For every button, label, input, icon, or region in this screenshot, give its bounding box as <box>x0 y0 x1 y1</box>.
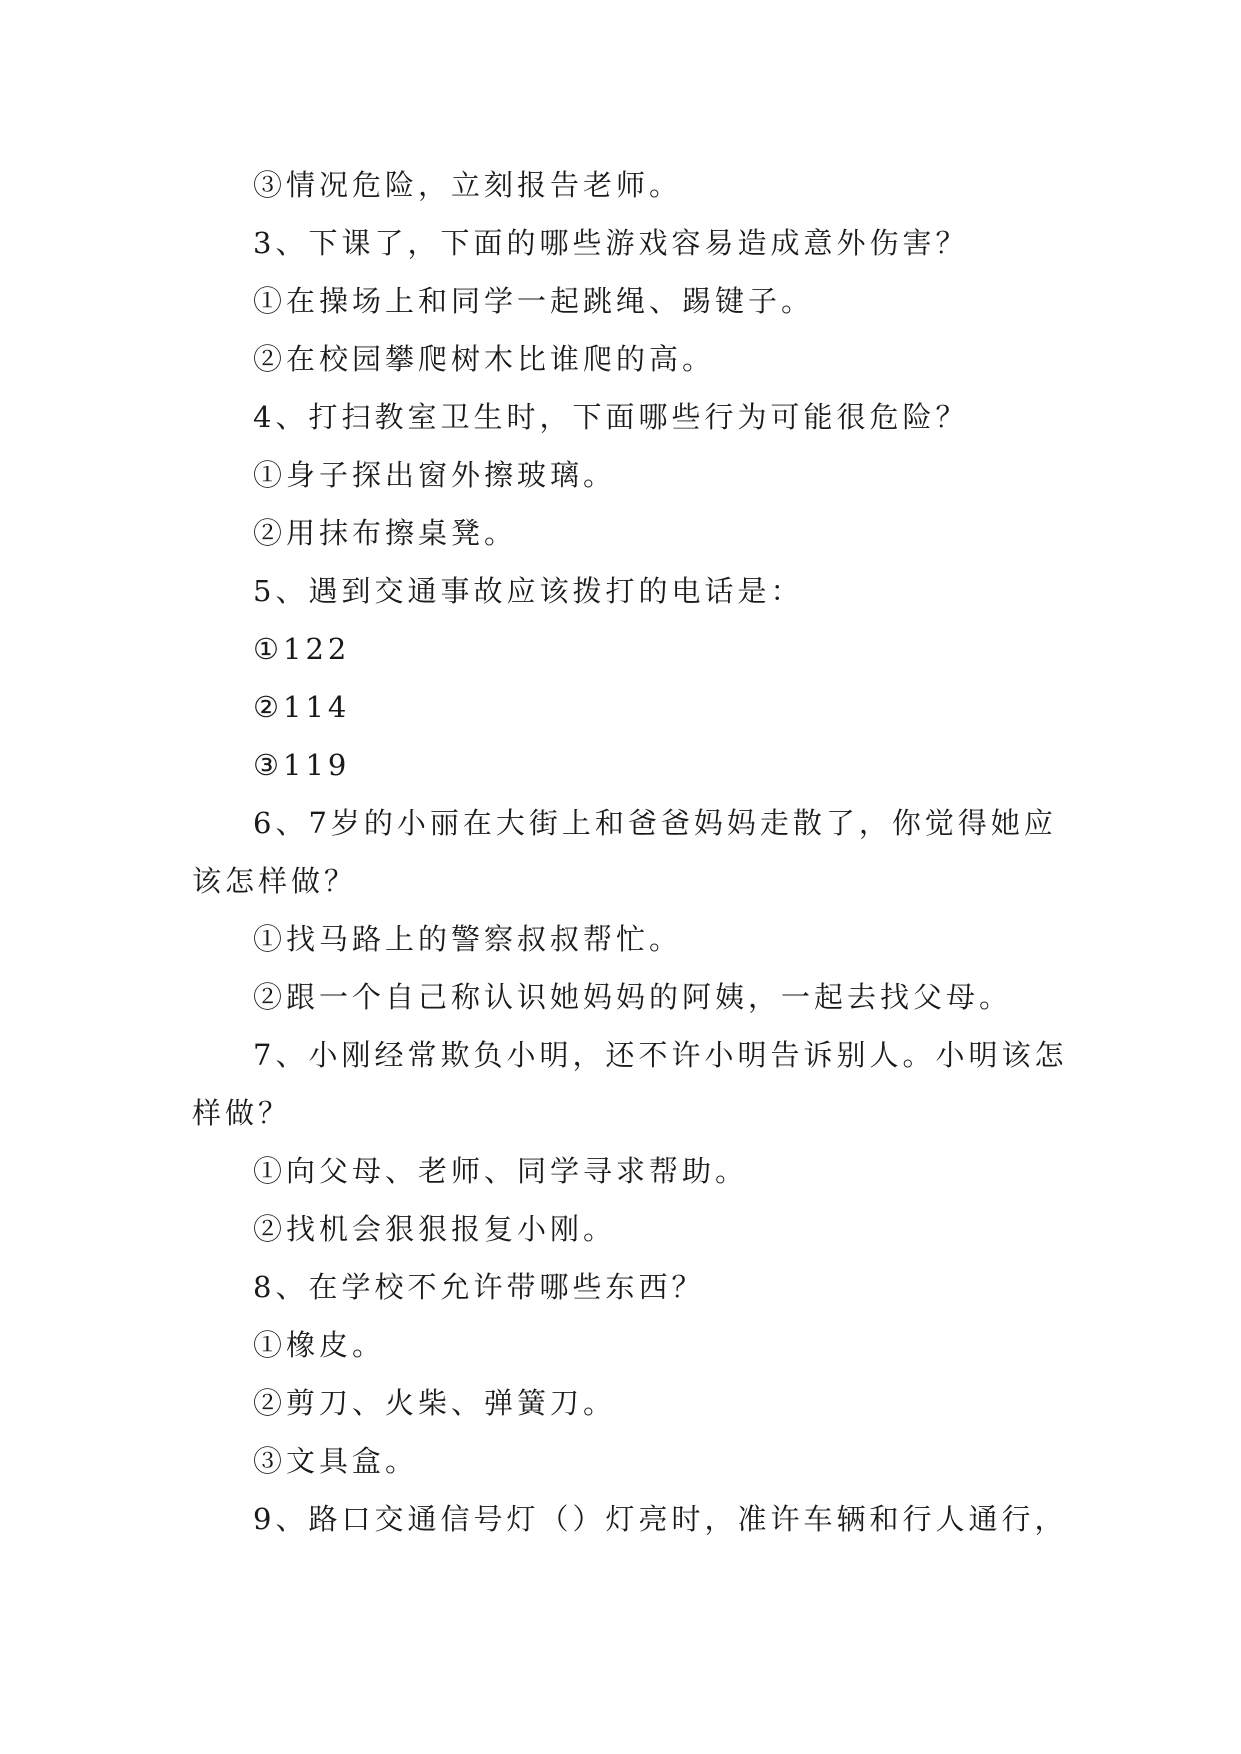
paragraph: ③119 <box>253 748 351 782</box>
paragraph: 7、小刚经常欺负小明，还不许小明告诉别人。小明该怎样做？ <box>192 1038 1068 1130</box>
paragraph: ③情况危险，立刻报告老师。 <box>253 168 683 202</box>
paragraph: ②跟一个自己称认识她妈妈的阿姨，一起去找父母。 <box>253 980 1013 1014</box>
paragraph: 8、在学校不允许带哪些东西？ <box>253 1270 705 1304</box>
paragraph: 3、下课了，下面的哪些游戏容易造成意外伤害？ <box>253 226 969 260</box>
paragraph: ①122 <box>253 632 351 666</box>
paragraph: ①身子探出窗外擦玻璃。 <box>253 458 617 492</box>
paragraph: ②用抹布擦桌凳。 <box>253 516 518 550</box>
paragraph: 5、遇到交通事故应该拨打的电话是： <box>253 574 804 608</box>
paragraph: ①找马路上的警察叔叔帮忙。 <box>253 922 683 956</box>
paragraph: ①橡皮。 <box>253 1328 386 1362</box>
document-body <box>192 156 1072 1548</box>
paragraph: ①向父母、老师、同学寻求帮助。 <box>253 1154 749 1188</box>
paragraph: ①在操场上和同学一起跳绳、踢键子。 <box>253 284 815 318</box>
paragraph: ②在校园攀爬树木比谁爬的高。 <box>253 342 716 376</box>
paragraph: 9、路口交通信号灯（）灯亮时，准许车辆和行人通行， <box>253 1502 1068 1536</box>
paragraph: ③文具盒。 <box>253 1444 419 1478</box>
paragraph: 6、7岁的小丽在大街上和爸爸妈妈走散了，你觉得她应该怎样做？ <box>192 806 1057 898</box>
paragraph: ②找机会狠狠报复小刚。 <box>253 1212 617 1246</box>
paragraph: ②剪刀、火柴、弹簧刀。 <box>253 1386 617 1420</box>
paragraph: ②114 <box>253 690 351 724</box>
paragraph: 4、打扫教室卫生时，下面哪些行为可能很危险？ <box>253 400 969 434</box>
